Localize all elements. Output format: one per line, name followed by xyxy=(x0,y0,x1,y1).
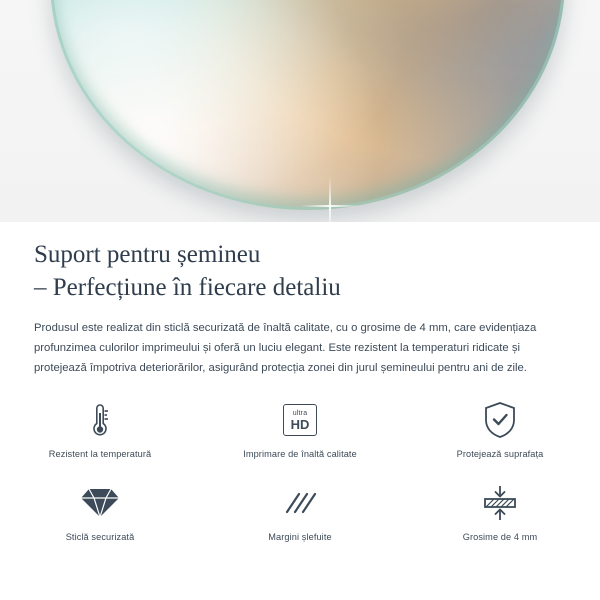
thickness-arrows-icon xyxy=(400,481,600,525)
feature-item xyxy=(200,398,400,459)
ultra-hd-icon xyxy=(200,398,400,442)
feature-grid xyxy=(0,398,600,542)
feature-item xyxy=(400,398,600,459)
feature-item xyxy=(0,481,200,542)
feature-label: Rezistent la temperatură xyxy=(48,449,152,459)
feature-item xyxy=(0,398,200,459)
feature-item xyxy=(200,481,400,542)
hero-product-image xyxy=(0,0,600,222)
ultra-hd-top-label: ultra xyxy=(292,409,308,417)
feature-label: Grosime de 4 mm xyxy=(462,532,538,542)
feature-label: Imprimare de înaltă calitate xyxy=(243,449,357,459)
diamond-icon xyxy=(0,481,200,525)
page-title xyxy=(0,222,600,304)
ultra-hd-bottom-label: HD xyxy=(290,416,310,432)
feature-label: Margini șlefuite xyxy=(268,532,332,542)
glass-board-image xyxy=(50,0,565,210)
shield-check-icon xyxy=(400,398,600,442)
thermometer-icon xyxy=(0,398,200,442)
feature-label: Protejează suprafața xyxy=(456,449,544,459)
feature-label: Sticlă securizată xyxy=(65,532,135,542)
feature-item xyxy=(400,481,600,542)
content-block xyxy=(0,222,600,378)
polished-edges-icon xyxy=(200,481,400,525)
headline-line-2: – Perfecțiune în fiecare detaliu xyxy=(34,274,341,301)
body-paragraph: Produsul este realizat din sticlă securizată de înaltă calitate, cu o grosime de 4 mm, care evidențiaza profunzimea culorilor imprimeului și oferă un luciu elegant. Este rezistent la temperaturi ridicate și protejează împotriva deteriorărilor, asigurând protecția zonei din jurul șemineului pentru ani de zile. xyxy=(34,322,537,374)
headline-line-1: Suport pentru șemineu xyxy=(34,241,261,268)
